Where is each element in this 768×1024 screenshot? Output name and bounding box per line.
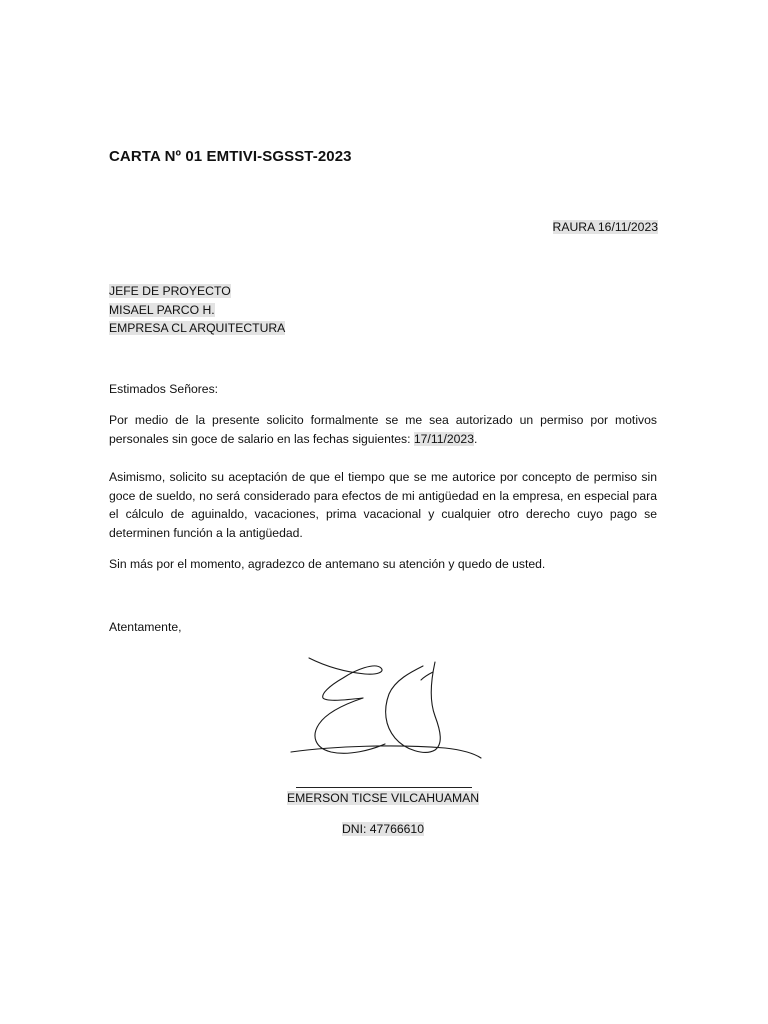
recipient-position-text: JEFE DE PROYECTO (109, 284, 231, 298)
signer-name-text: EMERSON TICSE VILCAHUAMAN (286, 791, 480, 805)
salutation: Estimados Señores: (109, 382, 219, 396)
paragraph-thanks: Sin más por el momento, agradezco de antemano su atención y quedo de usted. (109, 557, 546, 571)
place-date-text: RAURA 16/11/2023 (552, 220, 658, 234)
signer-dni (0, 822, 767, 836)
recipient-block (109, 282, 285, 338)
signature-line (296, 787, 472, 788)
letter-title: CARTA Nº 01 EMTIVI-SGSST-2023 (109, 148, 352, 165)
recipient-name-text: MISAEL PARCO H. (109, 302, 215, 317)
signer-dni-text: DNI: 47766610 (342, 822, 424, 836)
signer-name (0, 791, 767, 805)
recipient-company (109, 319, 285, 338)
recipient-position (109, 282, 285, 301)
recipient-name (109, 301, 285, 320)
recipient-company-text: EMPRESA CL ARQUITECTURA (109, 321, 286, 336)
place-date (553, 220, 658, 234)
signature-icon (285, 650, 485, 770)
closing: Atentamente, (109, 620, 182, 634)
requested-date: 17/11/2023 (413, 431, 474, 446)
paragraph-conditions: Asimismo, solicito su aceptación de que el tiempo que se me autorice por concepto de permiso sin goce de sueldo, no será considerado para efectos de mi antigüedad en la empresa, en especial para el cálculo de aguinaldo, vacaciones, prima vacacional y cualquier otro derecho cuyo pago se determinen función a la antigüedad. (109, 470, 657, 540)
paragraph-request (109, 411, 657, 448)
paragraph-request-text: Por medio de la presente solicito formalmente se me sea autorizado un permiso por motivos personales sin goce de salario en las fechas siguientes: (109, 413, 657, 446)
paragraph-request-end: . (473, 431, 478, 446)
